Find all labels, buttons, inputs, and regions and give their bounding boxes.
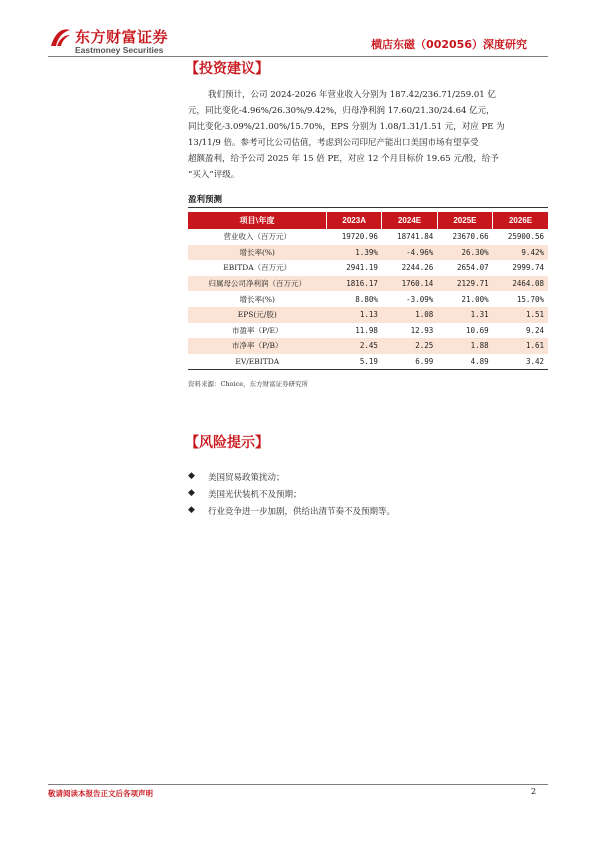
table-cell: 1.51 xyxy=(493,307,548,323)
header-cell: 项目\年度 xyxy=(188,212,327,229)
row-label: 增长率(%) xyxy=(188,245,327,261)
table-cell: 1.13 xyxy=(327,307,382,323)
table-cell: 1.31 xyxy=(437,307,492,323)
document-title: 横店东磁（002056）深度研究 xyxy=(371,38,527,51)
paragraph-line: 超额盈利，给予公司 2025 年 15 倍 PE，对应 12 个月目标价 19.65 元/股，给予 xyxy=(188,154,499,164)
table-cell: 2654.07 xyxy=(457,263,489,273)
table-cell: 1.88 xyxy=(437,338,492,354)
table-row xyxy=(188,323,548,339)
page-header xyxy=(0,0,595,64)
risk-item-text: 美国光伏装机不及预期； xyxy=(208,490,302,500)
table-row xyxy=(188,245,548,261)
header-cell: 2026E xyxy=(493,212,548,229)
row-label: EPS(元/股) xyxy=(188,307,327,323)
forecast-table xyxy=(188,212,548,370)
table-row xyxy=(188,229,548,245)
table-row xyxy=(188,338,548,354)
table-row xyxy=(188,307,548,323)
row-label: 增长率(%) xyxy=(239,294,275,304)
investment-paragraph xyxy=(188,87,548,183)
disclaimer-note: 敬请阅读本报告正文后各项声明 xyxy=(48,789,153,798)
row-label: EBITDA（百万元） xyxy=(223,263,292,273)
table-cell: 1816.17 xyxy=(327,276,382,292)
investment-heading: 【投资建议】 xyxy=(185,61,269,77)
header-divider xyxy=(48,56,548,57)
row-label: 营业收入（百万元） xyxy=(223,232,291,242)
paragraph-line: 元，同比变化-4.96%/26.30%/9.42%，归母净利润 17.60/21.30/24.64 亿元， xyxy=(188,106,495,116)
table-caption: 盈利预测 xyxy=(188,195,223,205)
table-cell: -3.09% xyxy=(406,294,434,304)
table-cell: 8.80% xyxy=(355,294,378,304)
table-cell: 26.30% xyxy=(437,245,492,261)
diamond-bullet-icon: ◆ xyxy=(188,471,195,481)
table-cell: 18741.84 xyxy=(397,232,434,242)
caption-divider xyxy=(188,207,548,208)
row-label: 市净率（P/B） xyxy=(188,338,327,354)
table-cell: 2129.71 xyxy=(437,276,492,292)
table-cell: 10.69 xyxy=(466,325,489,335)
table-cell: 2.45 xyxy=(327,338,382,354)
logo-mark-icon xyxy=(48,26,72,50)
paragraph-line: 我们预计，公司 2024-2026 年营业收入分别为 187.42/236.71/259.01 亿 xyxy=(208,90,496,100)
logo-english-name: Eastmoney Securities xyxy=(75,45,164,55)
table-cell: 21.00% xyxy=(461,294,489,304)
table-cell: 6.99 xyxy=(382,354,437,370)
table-cell: 11.98 xyxy=(355,325,378,335)
paragraph-line: 同比变化-3.09%/21.00%/15.70%，EPS 分别为 1.08/1.31/1.51 元，对应 PE 为 xyxy=(188,122,505,132)
table-cell: 4.89 xyxy=(437,354,492,370)
page-number: 2 xyxy=(531,787,537,796)
table-cell: 3.42 xyxy=(493,354,548,370)
table-source-note: 资料来源：Choice，东方财富证券研究所 xyxy=(188,380,309,388)
table-header-row xyxy=(188,212,548,229)
table-row xyxy=(188,354,548,370)
table-row xyxy=(188,291,548,307)
table-cell: 1.39% xyxy=(327,245,382,261)
logo-chinese-name: 东方财富证券 xyxy=(75,28,169,46)
row-label: EV/EBITDA xyxy=(188,354,327,370)
eastmoney-logo xyxy=(48,26,188,56)
table-cell: 5.19 xyxy=(327,354,382,370)
footer-divider xyxy=(48,784,548,785)
risk-item-text: 美国贸易政策扰动； xyxy=(208,473,285,483)
row-label: 归属母公司净利润（百万元） xyxy=(188,276,327,292)
table-cell: 2464.08 xyxy=(493,276,548,292)
table-cell: 1760.14 xyxy=(382,276,437,292)
table-cell: 15.70% xyxy=(516,294,544,304)
paragraph-line: “买入”评级。 xyxy=(188,170,240,180)
table-cell: 1.08 xyxy=(382,307,437,323)
header-cell: 2024E xyxy=(382,212,437,229)
table-cell: 9.24 xyxy=(525,325,544,335)
table-cell: -4.96% xyxy=(382,245,437,261)
risk-heading: 【风险提示】 xyxy=(185,435,269,451)
table-row xyxy=(188,276,548,292)
diamond-bullet-icon: ◆ xyxy=(188,505,195,515)
table-cell: 2999.74 xyxy=(512,263,544,273)
header-cell: 2025E xyxy=(437,212,492,229)
table-cell: 1.61 xyxy=(493,338,548,354)
row-label: 市盈率（P/E） xyxy=(231,325,283,335)
table-cell: 12.93 xyxy=(410,325,434,335)
table-cell: 2941.19 xyxy=(346,263,378,273)
table-cell: 2244.26 xyxy=(401,263,434,273)
table-cell: 19720.96 xyxy=(341,232,378,242)
header-cell: 2023A xyxy=(327,212,382,229)
table-cell: 25900.56 xyxy=(507,232,544,242)
risk-item-text: 行业竞争进一步加剧，供给出清节奏不及预期等。 xyxy=(208,507,396,517)
table-cell: 9.42% xyxy=(493,245,548,261)
diamond-bullet-icon: ◆ xyxy=(188,488,195,498)
table-cell: 23670.66 xyxy=(452,232,489,242)
paragraph-line: 13/11/9 倍。参考可比公司估值，考虑到公司印尼产能出口美国市场有望享受 xyxy=(188,138,479,148)
table-row xyxy=(188,260,548,276)
table-cell: 2.25 xyxy=(382,338,437,354)
